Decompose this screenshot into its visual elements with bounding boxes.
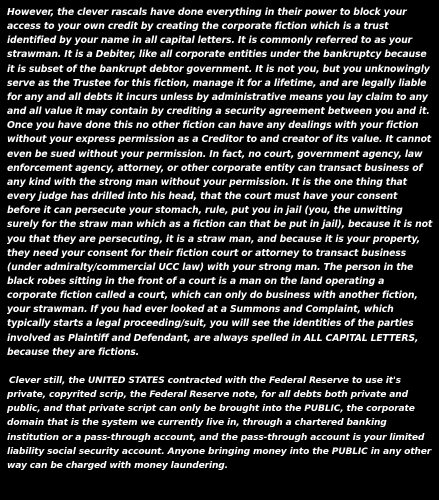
paragraph-strawman: However, the clever rascals have done everything in their power to block your access to your own credit by creating the corporate fiction which is a trust identified by your name in all capital letters. It is commonly referred to as your strawman. It is a Debiter, like all corporate entities under the bankruptcy because it is subset of the bankrupt debtor government. It is not you, but you unknowingly serve as the Trustee for this fiction, manage it for a lifetime, and are legally liable for any and all debts it incurs unless by administrative means you lay claim to any and all value it may contain by crediting a security agreement between you and it. Once you have done this no other fiction can have any dealings with your fiction without your express permission as a Creditor to and creator of its value. It cannot even be sued without your permission. In fact, no court, government agency, law enforcement agency, attorney, or other corporate entity can transact business of any kind with the strong man without your permission. It is the one thing that every judge has drilled into his head, that the court must have your consent before it can persecute your stomach, rule, put you in jail (you, the unwitting surely for the straw man which as a fiction can that be put in jail), because it is not you that they are persecuting, it is a straw man, and because it is your property, they need your consent for their fiction court or attorney to transact business (under admiralty/commercial UCC law) with your strong man. The person in the black robes sitting in the front of a court is a man on the land operating a corporate fiction called a court, which can only do business with another fiction, your strawman. If you had ever looked at a Summons and Complaint, which typically starts a legal proceeding/suit, you will see the identities of the parties involved as Plaintiff and Defendant, are always spelled in ALL CAPITAL LETTERS, because they are fictions. — [7, 7, 433, 358]
paragraph-federal-reserve: Clever still, the UNITED STATES contracted with the Federal Reserve to use it's private, copyrited scrip, the Federal Reserve note, for all debts both private and public, and that private script can only be brought into the PUBLIC, the corporate domain that is the system we currently live in, through a chartered banking institution or a pass-through account, and the pass-through account is your limited liability social security account. Anyone bringing money into the PUBLIC in any other way can be charged with money laundering. — [7, 375, 432, 471]
